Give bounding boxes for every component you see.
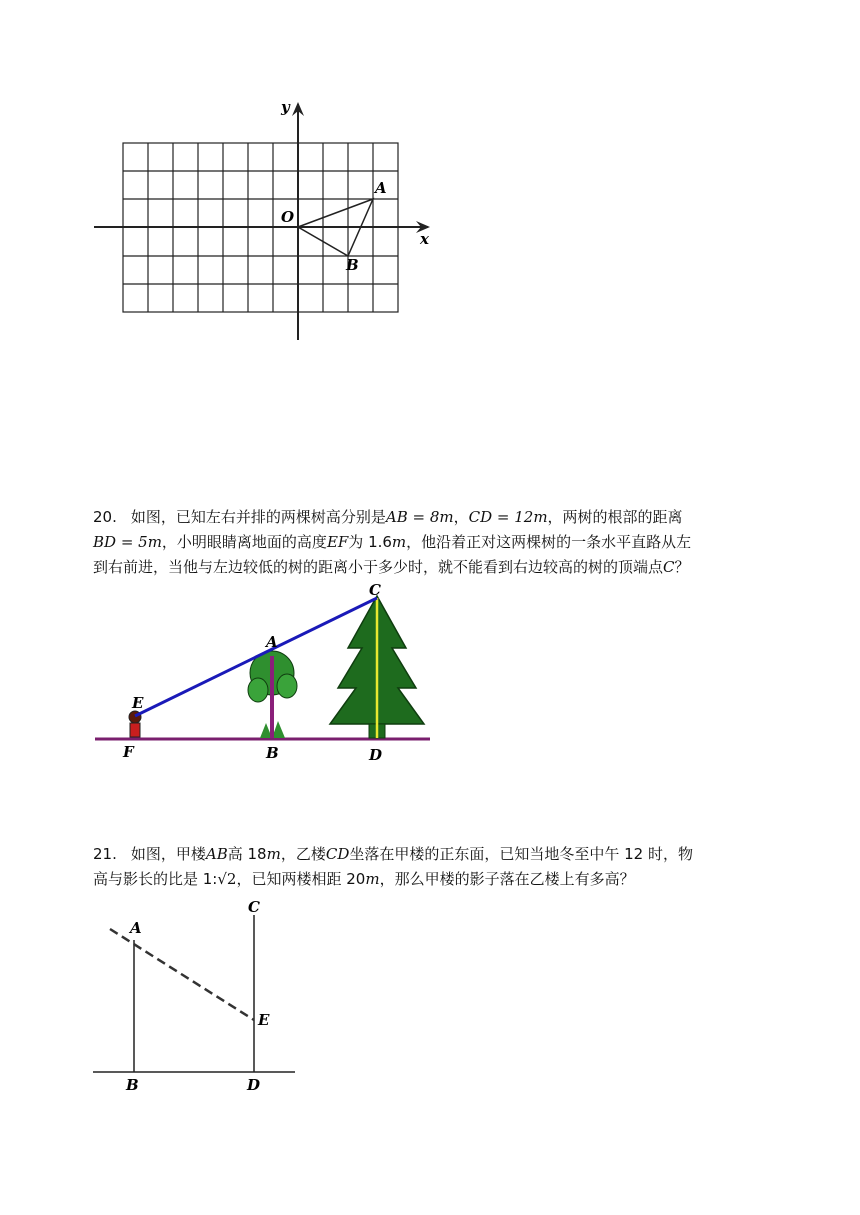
label-a: A bbox=[130, 919, 142, 937]
buildings-figure bbox=[88, 895, 303, 1095]
problem-21-line-2: 高与影长的比是 1:√2，已知两楼相距 20m，那么甲楼的影子落在乙楼上有多高？ bbox=[93, 870, 635, 888]
math-cd: CD bbox=[325, 845, 350, 863]
problem-20 bbox=[93, 505, 773, 580]
label-b: B bbox=[126, 1076, 139, 1094]
short-tree-icon bbox=[248, 651, 297, 738]
label-y: y bbox=[281, 98, 290, 116]
math-c: C bbox=[663, 558, 675, 576]
label-e: E bbox=[132, 694, 144, 712]
label-d: D bbox=[247, 1076, 261, 1094]
label-a: A bbox=[375, 179, 387, 197]
problem-number: 21. bbox=[93, 845, 117, 863]
math-sqrt2: √2 bbox=[217, 870, 237, 888]
label-b: B bbox=[266, 744, 279, 762]
problem-21 bbox=[93, 842, 773, 892]
label-e: E bbox=[258, 1011, 270, 1029]
tall-tree-icon bbox=[330, 596, 424, 738]
coordinate-grid-figure bbox=[80, 90, 450, 350]
label-x: x bbox=[420, 230, 429, 248]
problem-21-line-1: 21. 如图，甲楼AB高 18m，乙楼CD坐落在甲楼的正东面，已知当地冬至中午 12 时，物 bbox=[93, 845, 693, 863]
math-ab: AB bbox=[205, 845, 228, 863]
label-c: C bbox=[248, 898, 260, 916]
problem-20-line-2: BD = 5m，小明眼睛离地面的高度EF为 1.6m，他沿着正对这两棵树的一条水平直路从左 bbox=[93, 533, 692, 551]
label-o: O bbox=[281, 208, 295, 226]
math-bd-eq: BD = 5m bbox=[93, 533, 162, 551]
problem-20-line-1: 20. 如图，已知左右并排的两棵树高分别是AB = 8m，CD = 12m，两树的根部的距离 bbox=[93, 508, 683, 526]
label-d: D bbox=[369, 746, 383, 764]
label-c: C bbox=[369, 581, 381, 599]
label-f: F bbox=[123, 743, 134, 761]
label-a: A bbox=[266, 633, 278, 651]
problem-number: 20. bbox=[93, 508, 117, 526]
axes bbox=[94, 104, 428, 340]
problem-20-line-3: 到右前进，当他与左边较低的树的距离小于多少时，就不能看到右边较高的树的顶端点C？ bbox=[93, 558, 690, 576]
math-ab-eq: AB = 8m bbox=[385, 508, 454, 526]
shadow-line bbox=[110, 929, 254, 1020]
trees-figure bbox=[90, 578, 440, 768]
math-ef: EF bbox=[326, 533, 349, 551]
label-b: B bbox=[346, 256, 359, 274]
math-cd-eq: CD = 12m bbox=[468, 508, 548, 526]
